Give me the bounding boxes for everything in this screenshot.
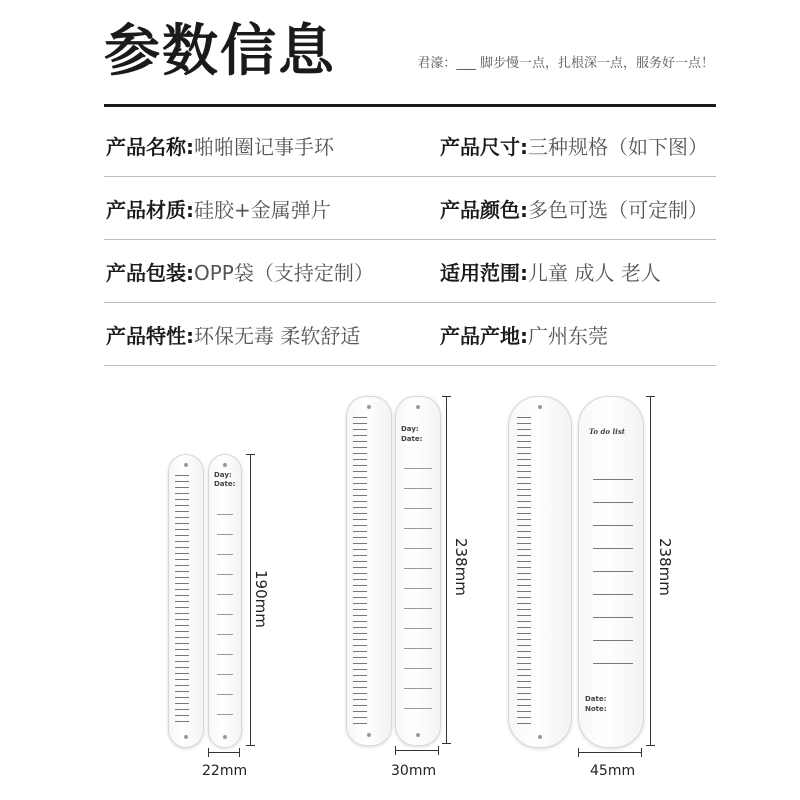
strap-hole xyxy=(223,735,227,739)
spec-key: 产品产地: xyxy=(440,323,528,348)
spec-key: 适用范围: xyxy=(440,260,528,285)
strap-hole xyxy=(538,405,542,409)
slogan-text: 君濠：___ 脚步慢一点，扎根深一点，服务好一点！ xyxy=(417,56,714,71)
length-dimension-line xyxy=(446,396,447,744)
spec-value: OPP袋（支持定制） xyxy=(194,260,374,285)
todo-label: Date: xyxy=(585,695,607,703)
spec-row xyxy=(104,114,716,177)
spec-row xyxy=(104,303,716,366)
strap-hole xyxy=(223,463,227,467)
spec-cell xyxy=(106,114,334,176)
todo-lines xyxy=(593,457,633,669)
spec-value: 儿童 成人 老人 xyxy=(528,260,661,285)
memo-strap xyxy=(395,396,441,746)
spec-value: 硅胶+金属弹片 xyxy=(194,197,331,222)
width-dimension-line xyxy=(578,752,642,753)
spec-value: 广州东莞 xyxy=(528,323,608,348)
memo-strap xyxy=(208,454,242,748)
memo-label: Date: xyxy=(401,435,423,443)
spec-cell xyxy=(440,303,608,365)
strap-hole xyxy=(416,405,420,409)
spec-cell xyxy=(106,303,360,365)
memo-lines xyxy=(217,495,233,719)
length-dimension-line xyxy=(250,454,251,746)
length-label: 238mm xyxy=(452,538,470,596)
spec-key: 产品颜色: xyxy=(440,197,528,222)
strap-hole xyxy=(416,733,420,737)
spec-key: 产品包装: xyxy=(106,260,194,285)
spec-key: 产品材质: xyxy=(106,197,194,222)
strap-hole xyxy=(538,735,542,739)
spec-row xyxy=(104,177,716,240)
spec-value: 啪啪圈记事手环 xyxy=(194,134,334,159)
ruler-strap xyxy=(346,396,392,746)
ruler-ticks xyxy=(353,417,367,725)
width-label: 45mm xyxy=(590,763,636,779)
spec-key: 产品尺寸: xyxy=(440,134,528,159)
ruler-strap xyxy=(508,396,572,748)
memo-label: Date: xyxy=(214,480,236,488)
todo-title: To do list xyxy=(589,427,626,436)
todo-strap xyxy=(578,396,644,748)
memo-lines xyxy=(404,449,432,717)
spec-value: 三种规格（如下图） xyxy=(528,134,708,159)
spec-row xyxy=(104,240,716,303)
spec-cell xyxy=(440,240,661,302)
width-dimension-line xyxy=(208,752,240,753)
product-size-illustrations xyxy=(0,380,800,800)
length-label: 238mm xyxy=(656,538,674,596)
spec-cell xyxy=(440,177,708,239)
ruler-ticks xyxy=(517,417,531,727)
title-divider xyxy=(104,104,716,107)
width-label: 22mm xyxy=(202,763,248,779)
ruler-ticks xyxy=(175,475,189,727)
spec-key: 产品特性: xyxy=(106,323,194,348)
spec-value: 多色可选（可定制） xyxy=(528,197,708,222)
memo-label: Day: xyxy=(214,471,232,479)
spec-cell xyxy=(106,240,374,302)
strap-hole xyxy=(367,733,371,737)
width-dimension-line xyxy=(395,750,439,751)
spec-cell xyxy=(440,114,708,176)
length-dimension-line xyxy=(650,396,651,746)
ruler-strap xyxy=(168,454,204,748)
todo-label: Note: xyxy=(585,705,607,713)
memo-label: Day: xyxy=(401,425,419,433)
strap-hole xyxy=(184,735,188,739)
page-title: 参数信息 xyxy=(104,19,336,84)
spec-key: 产品名称: xyxy=(106,134,194,159)
spec-cell xyxy=(106,177,331,239)
strap-hole xyxy=(367,405,371,409)
spec-value: 环保无毒 柔软舒适 xyxy=(194,323,361,348)
width-label: 30mm xyxy=(391,763,437,779)
strap-hole xyxy=(184,463,188,467)
length-label: 190mm xyxy=(252,570,270,628)
